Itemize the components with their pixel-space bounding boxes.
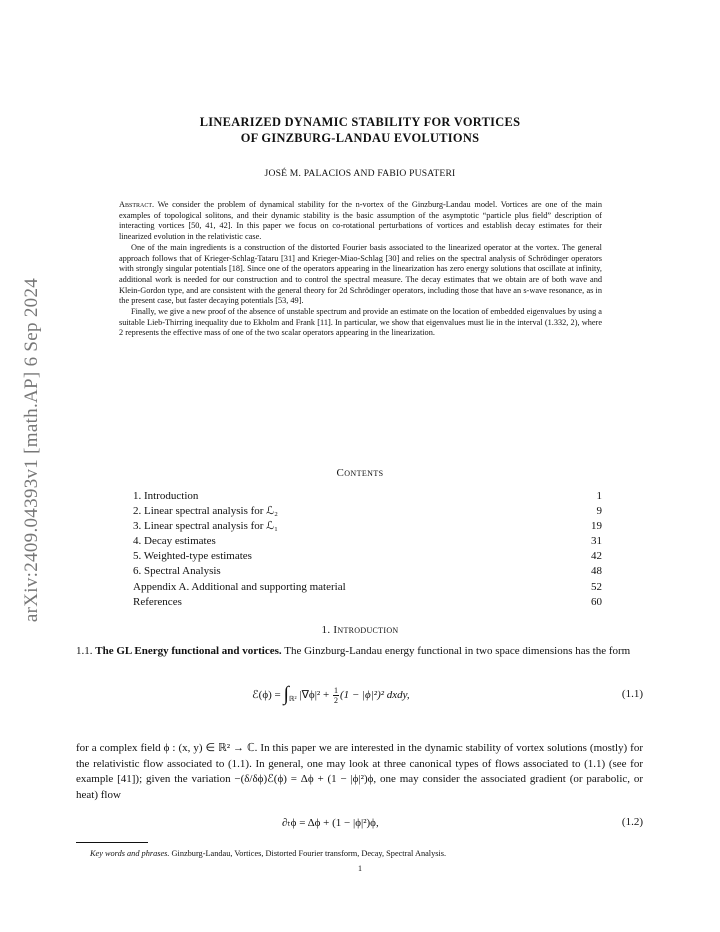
toc-entry-page: 42 bbox=[591, 550, 602, 563]
footnote-text: Ginzburg-Landau, Vortices, Distorted Fourier transform, Decay, Spectral Analysis. bbox=[171, 849, 447, 858]
toc-entry-page: 19 bbox=[591, 520, 602, 533]
subsection-text: The Ginzburg-Landau energy functional in two space dimensions has the form bbox=[284, 645, 631, 657]
eq1-domain: ℝ² bbox=[288, 695, 297, 704]
section-heading-introduction: 1. Introduction bbox=[321, 624, 399, 636]
toc-entry[interactable] bbox=[133, 595, 602, 610]
toc-entry-page: 1 bbox=[596, 490, 602, 502]
subsection-paragraph bbox=[76, 644, 643, 660]
page-number: 1 bbox=[358, 864, 362, 873]
toc-entry-page: 9 bbox=[596, 505, 602, 518]
toc-entry[interactable] bbox=[133, 564, 602, 579]
equation-1-2 bbox=[76, 816, 643, 834]
eq1-half-den: 2 bbox=[333, 696, 338, 705]
subsection-title: The GL Energy functional and vortices. bbox=[95, 645, 282, 657]
toc-entry-label: 1. Introduction bbox=[133, 490, 199, 502]
toc-entry[interactable] bbox=[133, 549, 602, 564]
eq1-half-num: 1 bbox=[333, 686, 338, 695]
footnote bbox=[90, 849, 446, 858]
equation-1-1 bbox=[76, 680, 643, 720]
toc-entry[interactable] bbox=[133, 580, 602, 595]
toc-entry-label: 4. Decay estimates bbox=[133, 535, 216, 548]
toc-entry-label: 6. Spectral Analysis bbox=[133, 565, 221, 578]
footnote-label: Key words and phrases. bbox=[90, 849, 170, 858]
toc-entry-label: 3. Linear spectral analysis for ℒ₁ bbox=[133, 520, 278, 533]
equation-number-1-2: (1.2) bbox=[621, 816, 643, 828]
contents-heading: Contents bbox=[336, 467, 384, 479]
paper-title bbox=[0, 114, 720, 146]
abstract-label: Abstract. bbox=[119, 200, 155, 209]
eq1-lhs: ℰ(ϕ) = bbox=[252, 689, 281, 702]
toc-entry[interactable] bbox=[133, 504, 602, 519]
paper-authors: JOSÉ M. PALACIOS AND FABIO PUSATERI bbox=[264, 168, 456, 179]
toc-entry[interactable] bbox=[133, 489, 602, 504]
toc-entry-page: 48 bbox=[591, 565, 602, 578]
eq1-half bbox=[333, 686, 339, 705]
toc-entry[interactable] bbox=[133, 519, 602, 534]
arxiv-side-identifier bbox=[12, 240, 52, 660]
title-line-1: LINEARIZED DYNAMIC STABILITY FOR VORTICES bbox=[199, 115, 521, 129]
abstract-paragraph-3: Finally, we give a new proof of the absence of unstable spectrum and provide an estimate on the location of embedded eigenvalues by using a suitable Lieb-Thirring inequality due to Ekholm and Frank [11]. In particular, we show that eigenvalues must lie in the interval (1.332, 2), where 2 represents the effective mass of one of the two scalar operators appearing in the linearization. bbox=[119, 307, 602, 338]
toc-entry-label: 5. Weighted-type estimates bbox=[133, 550, 252, 563]
footnote-rule bbox=[76, 842, 148, 843]
toc-entry-page: 31 bbox=[591, 535, 602, 548]
toc-entry[interactable] bbox=[133, 534, 602, 549]
equation-number-1-1: (1.1) bbox=[621, 688, 643, 700]
equation-1-1-math bbox=[252, 684, 410, 707]
introduction-paragraph-2: for a complex field ϕ : (x, y) ∈ ℝ² → ℂ. In this paper we are interested in the dynamic stability of vortex solutions (mostly) for the relativistic flow associated to (1.1). In general, one may look at three canonical types of flows associated to (1.1) (see for example [41]); given the variation −(δ/δϕ)ℰ(ϕ) = Δϕ + (1 − |ϕ|²)ϕ, one may consider the associated gradient (or parabolic, or heat) flow bbox=[76, 742, 643, 801]
subsection-number: 1.1. bbox=[76, 645, 93, 657]
title-line-2: OF GINZBURG-LANDAU EVOLUTIONS bbox=[240, 131, 480, 145]
abstract bbox=[119, 200, 602, 339]
table-of-contents bbox=[133, 489, 602, 610]
toc-entry-page: 52 bbox=[591, 580, 602, 593]
abstract-paragraph-1 bbox=[119, 200, 602, 243]
abstract-p1-text: We consider the problem of dynamical stability for the n-vortex of the Ginzburg-Landau model. Vortices are one of the main examples of topological solitons, and their dynamic stability is the basic assumption of the asymptotic “particle plus field” description of interacting vortices [50, 41, 42]. In this paper we focus on co-rotational perturbations of vortices and establish decay estimates for their linearized evolution in the relativistic case. bbox=[119, 200, 602, 242]
integral-sign: ∫ bbox=[283, 683, 289, 705]
toc-entry-page: 60 bbox=[591, 595, 602, 608]
abstract-paragraph-2: One of the main ingredients is a construction of the distorted Fourier basis associated to the linearized operator at the vortex. The general approach follows that of Krieger-Schlag-Tataru [31] and Krieger-Miao-Schlag [30] and relies on the spectral analysis of Schrödinger operators with strongly singular potentials [18]. Since one of the operators appearing in the linearization has zero energy solutions that oscillate at infinity, additional work is needed for our construction and to control the spectral measure. The decay estimates that we obtain are of both wave and Klein-Gordon type, and are consistent with the general theory for 2d Schrödinger operators, including those that have an s-wave resonance, as in the present case, but faster decaying potentials [53, 49]. bbox=[119, 242, 602, 306]
toc-entry-label: References bbox=[133, 595, 182, 608]
arxiv-identifier-text: arXiv:2409.04393v1 [math.AP] 6 Sep 2024 bbox=[21, 277, 42, 623]
eq1-tail: (1 − |ϕ|²)² dxdy, bbox=[339, 689, 410, 702]
eq1-integrand: |∇ϕ|² + bbox=[299, 689, 332, 702]
equation-1-2-math: ∂ₜϕ = Δϕ + (1 − |ϕ|²)ϕ, bbox=[282, 817, 379, 829]
toc-entry-label: Appendix A. Additional and supporting material bbox=[133, 580, 346, 593]
toc-entry-label: 2. Linear spectral analysis for ℒ₂ bbox=[133, 505, 278, 518]
